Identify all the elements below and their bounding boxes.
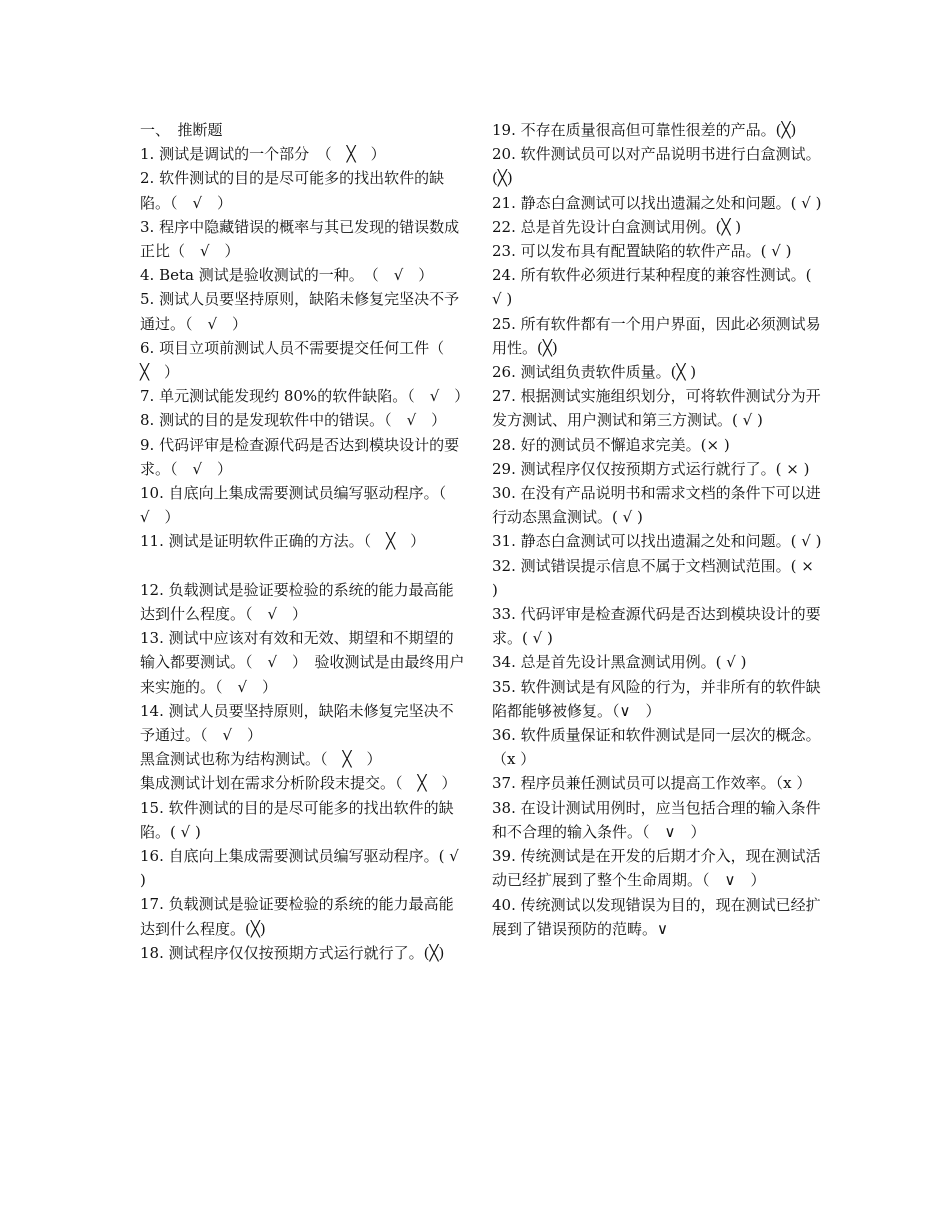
question-item: 37. 程序员兼任测试员可以提高工作效率。（x ） — [492, 774, 812, 793]
question-item: 13. 测试中应该对有效和无效、期望和不期望的输入都要测试。（ √ ） 验收测试是由最终用户来实施的。（ √ ） — [140, 629, 465, 696]
question-item: 25. 所有软件都有一个用户界面，因此必须测试易用性。(╳) — [492, 314, 821, 357]
question-item: 1. 测试是调试的一个部分 （ ╳ ） — [140, 145, 386, 164]
left-column — [140, 118, 470, 965]
question-item: 24. 所有软件必须进行某种程度的兼容性测试。( √ ) — [492, 266, 817, 309]
question-item: 38. 在设计测试用例时，应当包括合理的输入条件和不合理的输入条件。（ ∨ ） — [492, 798, 821, 841]
question-item: 33. 代码评审是检查源代码是否达到模块设计的要求。( √ ) — [492, 605, 821, 648]
question-item: 10. 自底向上集成需要测试员编写驱动程序。（ √ ） — [140, 484, 462, 527]
question-item: 8. 测试的目的是发现软件中的错误。（ √ ） — [140, 411, 447, 430]
question-item: 7. 单元测试能发现约 80%的软件缺陷。（ √ ） — [140, 387, 470, 406]
right-column — [492, 118, 824, 941]
question-item: 12. 负载测试是验证要检验的系统的能力最高能达到什么程度。（ √ ） — [140, 580, 454, 624]
question-item: 11. 测试是证明软件正确的方法。（ ╳ ） — [140, 532, 426, 551]
question-item: 32. 测试错误提示信息不属于文档测试范围。( × ) — [492, 556, 819, 599]
question-item: 18. 测试程序仅仅按预期方式运行就行了。(╳) — [140, 943, 445, 962]
question-item: 34. 总是首先设计黑盒测试用例。( √ ) — [492, 653, 747, 672]
question-item: 4. Beta 测试是验收测试的一种。 （ √ ） — [140, 266, 434, 285]
question-item: 黑盒测试也称为结构测试。（ ╳ ） — [140, 750, 382, 769]
question-item: 27. 根据测试实施组织划分，可将软件测试分为开发方测试、用户测试和第三方测试。( √ ) — [492, 387, 821, 430]
question-item: 31. 静态白盒测试可以找出遗漏之处和问题。( √ ) — [492, 532, 822, 551]
question-item: 36. 软件质量保证和软件测试是同一层次的概念。（x ） — [492, 726, 821, 769]
question-item: 22. 总是首先设计白盒测试用例。(╳ ) — [492, 217, 742, 236]
question-item: 2. 软件测试的目的是尽可能多的找出软件的缺陷。（ √ ） — [140, 169, 445, 212]
question-item: 29. 测试程序仅仅按预期方式运行就行了。( × ) — [492, 459, 810, 478]
question-item: 15. 软件测试的目的是尽可能多的找出软件的缺陷。( √ ) — [140, 798, 454, 841]
question-item: 35. 软件测试是有风险的行为，并非所有的软件缺陷都能够被修复。（∨ ） — [492, 677, 821, 720]
question-item: 39. 传统测试是在开发的后期才介入，现在测试活动已经扩展到了整个生命周期。（ ∨ ） — [492, 847, 821, 890]
question-item: 17. 负载测试是验证要检验的系统的能力最高能达到什么程度。(╳) — [140, 895, 454, 938]
question-item: 5. 测试人员要坚持原则，缺陷未修复完坚决不予通过。（ √ ） — [140, 290, 460, 333]
question-item: 16. 自底向上集成需要测试员编写驱动程序。( √ ) — [140, 847, 464, 890]
question-item: 40. 传统测试以发现错误为目的，现在测试已经扩展到了错误预防的范畴。∨ — [492, 895, 821, 938]
question-item: 14. 测试人员要坚持原则，缺陷未修复完坚决不予通过。（ √ ） — [140, 701, 454, 745]
section-heading: 一、 推断题 — [140, 121, 223, 139]
question-item: 集成测试计划在需求分析阶段末提交。（ ╳ ） — [140, 774, 457, 793]
question-item: 30. 在没有产品说明书和需求文档的条件下可以进行动态黑盒测试。( √ ) — [492, 484, 821, 527]
question-item: 21. 静态白盒测试可以找出遗漏之处和问题。( √ ) — [492, 193, 822, 212]
question-item: 28. 好的测试员不懈追求完美。(× ) — [492, 435, 730, 454]
question-item: 23. 可以发布具有配置缺陷的软件产品。( √ ) — [492, 242, 792, 261]
blank-line — [140, 554, 465, 578]
question-item: 20. 软件测试员可以对产品说明书进行白盒测试。(╳) — [492, 145, 821, 188]
question-item: 26. 测试组负责软件质量。(╳ ) — [492, 363, 697, 382]
question-item: 9. 代码评审是检查源代码是否达到模块设计的要求。（ √ ） — [140, 435, 460, 478]
question-item: 3. 程序中隐藏错误的概率与其已发现的错误数成正比（ √ ） — [140, 217, 460, 261]
question-item: 6. 项目立项前测试人员不需要提交任何工件（ ╳ ） — [140, 338, 460, 382]
question-item: 19. 不存在质量很高但可靠性很差的产品。(╳) — [492, 121, 797, 139]
